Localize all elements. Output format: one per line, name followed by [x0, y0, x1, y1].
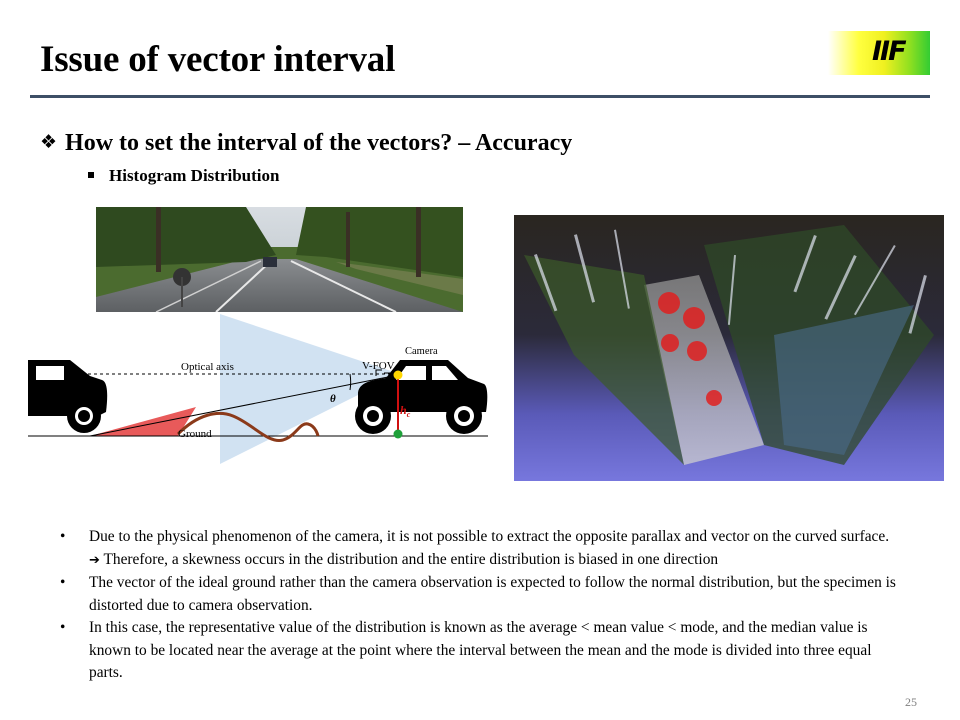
hc-label: h [400, 403, 407, 417]
vfov-label: V-FOV [362, 360, 395, 372]
point-cloud-image [514, 215, 944, 481]
bullet-subline [89, 549, 900, 573]
main-heading [40, 130, 572, 157]
sub-heading-text: Histogram Distribution [109, 166, 280, 185]
optical-axis-label: Optical axis [181, 361, 234, 373]
right-arrow-icon: ➔ [89, 552, 100, 568]
bullet-dot-icon: • [60, 528, 66, 545]
camera-geometry-diagram [28, 312, 498, 472]
iif-logo [828, 31, 930, 75]
sub-heading [88, 166, 279, 186]
logo-text: IIF [872, 36, 905, 67]
theta-label: θ [330, 393, 336, 405]
diamond-bullet-icon: ❖ [40, 131, 58, 153]
bullet-text: The vector of the ideal ground rather than the camera observation is expected to follow the normal distribution, but the specimen is distorted due to camera observation. [89, 574, 896, 614]
left-car-icon [28, 360, 107, 433]
bullet-subtext: Therefore, a skewness occurs in the distribution and the entire distribution is biased in one direction [103, 550, 719, 568]
ground-label: Ground [178, 428, 212, 440]
camera-label: Camera [405, 346, 438, 357]
slide-title: Issue of vector interval [40, 39, 396, 80]
bullet-text: In this case, the representative value of the distribution is known as the average < mean value < mode, and the median value is known to be located near the average at the point where the interval between the mean and the mode is divided into three equal parts. [89, 619, 872, 681]
title-divider [30, 95, 930, 98]
square-bullet-icon [88, 172, 94, 178]
bullet-dot-icon: • [60, 574, 66, 591]
body-bullets [60, 526, 900, 685]
bullet-text: Due to the physical phenomenon of the camera, it is not possible to extract the opposite parallax and vector on the curved surface. [89, 528, 890, 545]
bullet-item [60, 572, 900, 617]
hc-subscript: c [406, 410, 411, 419]
main-heading-text: How to set the interval of the vectors? – Accuracy [65, 130, 573, 156]
bullet-dot-icon: • [60, 619, 66, 636]
camera-point [394, 371, 403, 380]
ground-point [394, 430, 403, 439]
bullet-item [60, 526, 900, 572]
road-camera-photo [96, 207, 463, 312]
page-number: 25 [905, 695, 917, 709]
bullet-item [60, 617, 900, 685]
